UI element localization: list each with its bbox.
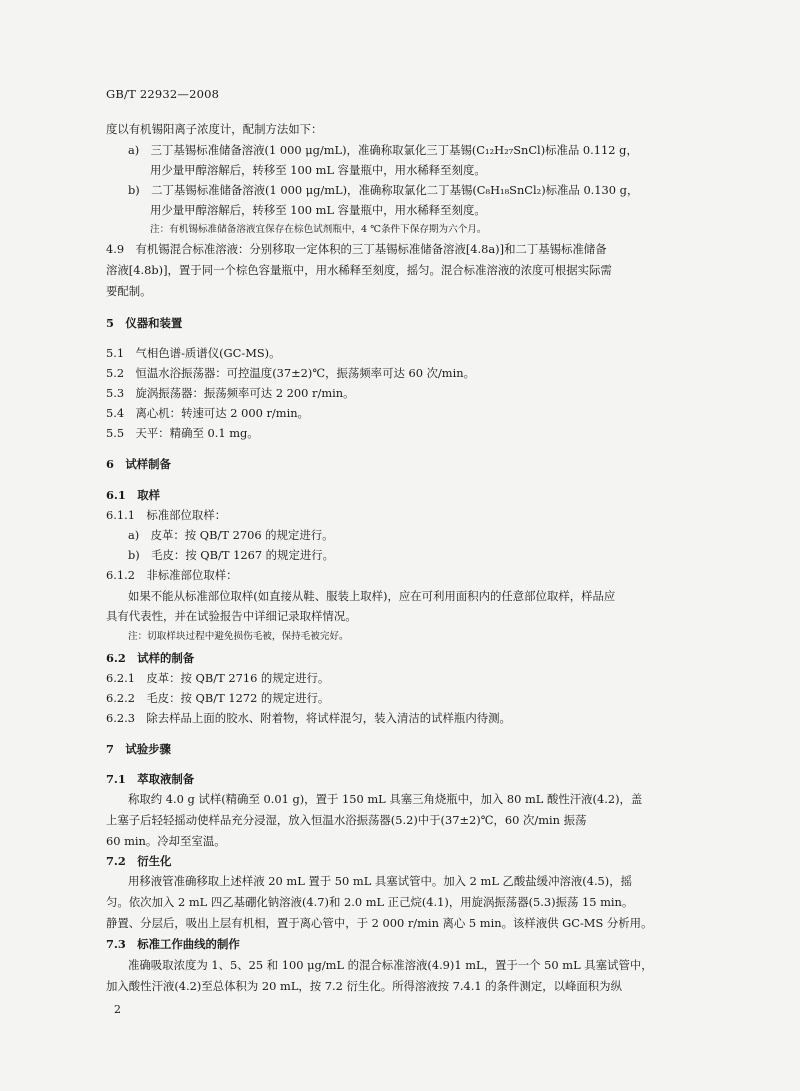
clause-6-1-1: 6.1.1 标准部位取样： [106,508,227,522]
clause-5-1: 5.1 气相色谱-质谱仪(GC-MS)。 [106,346,281,360]
standard-code: GB/T 22932—2008 [106,87,220,101]
text-line: a) 三丁基锡标准储备溶液(1 000 μg/mL)，准确称取氯化三丁基锡(C₁₂H₂₇SnCl)标准品 0.112 g， [128,143,638,157]
text-line: 溶液[4.8b)]，置于同一个棕色容量瓶中，用水稀释至刻度，摇匀。混合标准溶液的浓度可根据实际需 [106,263,612,277]
text-line: 如果不能从标准部位取样(如直接从鞋、服装上取样)，应在可利用面积内的任意部位取样，样品应 [128,589,616,603]
text-line: 度以有机锡阳离子浓度计，配制方法如下： [106,122,323,136]
text-line: 加入酸性汗液(4.2)至总体积为 20 mL，按 7.2 衍生化。所得溶液按 7.4.1 的条件测定，以峰面积为纵 [106,979,622,993]
subsection-heading-7-1: 7.1 萃取液制备 [106,772,195,786]
text-line: 60 min。冷却至室温。 [106,834,226,848]
text-line: 准确吸取浓度为 1、5、25 和 100 μg/mL 的混合标准溶液(4.9)1 mL，置于一个 50 mL 具塞试管中， [128,958,653,972]
text-line: 匀。依次加入 2 mL 四乙基硼化钠溶液(4.7)和 2.0 mL 正己烷(4.1)，用旋涡振荡器(5.3)振荡 15 min。 [106,895,634,909]
section-heading-6: 6 试样制备 [106,457,171,471]
note-line: 注：有机锡标准储备溶液宜保存在棕色试剂瓶中，4 ℃条件下保存期为六个月。 [150,224,487,235]
text-line: 用少量甲醇溶解后，转移至 100 mL 容量瓶中，用水稀释至刻度。 [150,163,486,177]
clause-4-9: 4.9 有机锡混合标准溶液：分别移取一定体积的三丁基锡标准储备溶液[4.8a)]和二丁基锡标准储备 [106,242,607,256]
text-line: 静置、分层后，吸出上层有机相，置于离心管中，于 2 000 r/min 离心 5 min。该样液供 GC-MS 分析用。 [106,916,653,930]
section-heading-7: 7 试验步骤 [106,742,171,756]
text-line: 用少量甲醇溶解后，转移至 100 mL 容量瓶中，用水稀释至刻度。 [150,203,486,217]
text-line: a) 皮革：按 QB/T 2706 的规定进行。 [128,528,334,542]
subsection-heading-6-1: 6.1 取样 [106,488,160,502]
subsection-heading-6-2: 6.2 试样的制备 [106,651,195,665]
subsection-heading-7-2: 7.2 衍生化 [106,854,172,868]
text-line: b) 二丁基锡标准储备溶液(1 000 μg/mL)，准确称取氯化二丁基锡(C₈H₁₈SnCl₂)标准品 0.130 g， [128,183,639,197]
clause-6-2-2: 6.2.2 毛皮：按 QB/T 1272 的规定进行。 [106,691,330,705]
subsection-heading-7-3: 7.3 标准工作曲线的制作 [106,937,240,951]
clause-5-5: 5.5 天平：精确至 0.1 mg。 [106,426,259,440]
section-heading-5: 5 仪器和装置 [106,316,183,330]
page-number: 2 [114,1003,121,1016]
clause-6-2-3: 6.2.3 除去样品上面的胶水、附着物，将试样混匀，装入清洁的试样瓶内待测。 [106,711,511,725]
text-line: 称取约 4.0 g 试样(精确至 0.01 g)，置于 150 mL 具塞三角烧瓶中，加入 80 mL 酸性汗液(4.2)，盖 [128,792,643,806]
note-line: 注：切取样块过程中避免损伤毛被，保持毛被完好。 [128,631,349,642]
text-line: 要配制。 [106,284,152,298]
text-line: 上塞子后轻轻摇动使样品充分浸湿，放入恒温水浴振荡器(5.2)中于(37±2)℃，60 次/min 振荡 [106,813,587,827]
text-line: b) 毛皮：按 QB/T 1267 的规定进行。 [128,548,335,562]
clause-6-1-2: 6.1.2 非标准部位取样： [106,568,238,582]
clause-5-2: 5.2 恒温水浴振荡器：可控温度(37±2)℃，振荡频率可达 60 次/min。 [106,366,475,380]
clause-5-4: 5.4 离心机：转速可达 2 000 r/min。 [106,406,309,420]
text-line: 用移液管准确移取上述样液 20 mL 置于 50 mL 具塞试管中。加入 2 mL 乙酸盐缓冲溶液(4.5)，摇 [128,874,633,888]
text-line: 具有代表性，并在试验报告中详细记录取样情况。 [106,609,357,623]
clause-6-2-1: 6.2.1 皮革：按 QB/T 2716 的规定进行。 [106,671,330,685]
clause-5-3: 5.3 旋涡振荡器：振荡频率可达 2 200 r/min。 [106,386,355,400]
